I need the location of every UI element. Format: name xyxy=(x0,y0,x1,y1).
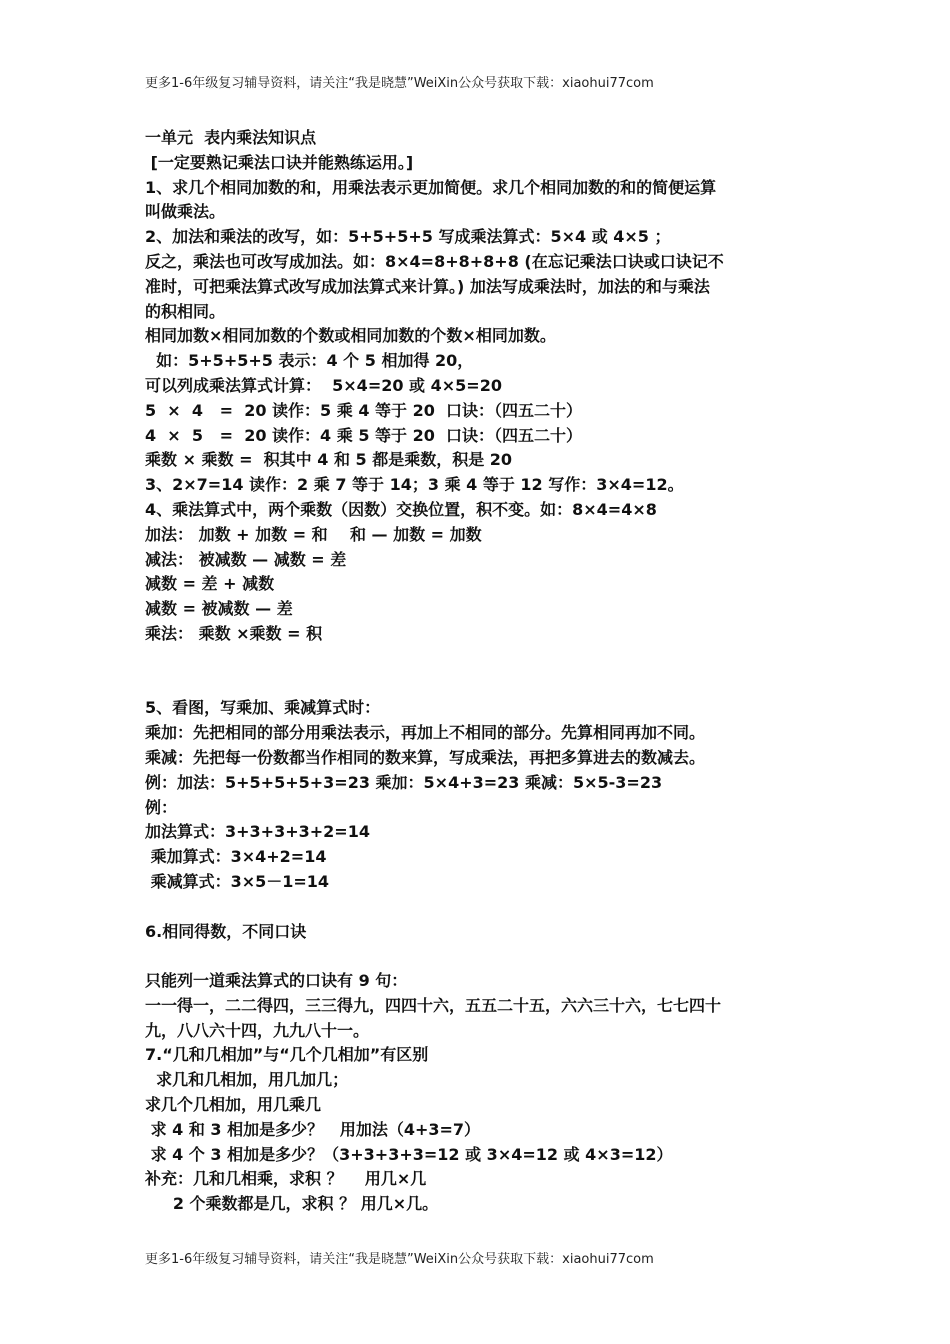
text-line: 求 4 个 3 相加是多少？（3+3+3+3=12 或 3×4=12 或 4×3=12） xyxy=(145,1144,673,1164)
text-line: 反之，乘法也可改写成加法。如：8×4=8+8+8+8 (在忘记乘法口诀或口诀记不 xyxy=(145,251,724,271)
text-line: 5 × 4 = 20 读作：5 乘 4 等于 20 口诀：（四五二十） xyxy=(145,400,583,420)
text-line: 只能列一道乘法算式的口诀有 9 句： xyxy=(145,971,408,991)
text-line: 3、2×7=14 读作：2 乘 7 等于 14；3 乘 4 等于 12 写作：3×4=12。 xyxy=(145,475,684,495)
blank-line xyxy=(145,895,815,920)
text-line: 乘数 × 乘数 = 积其中 4 和 5 都是乘数，积是 20 xyxy=(145,450,513,470)
text-line: 2 个乘数都是几，求积 ？ 用几×几。 xyxy=(145,1194,439,1214)
text-line: 乘法： 乘数 ×乘数 = 积 xyxy=(145,623,323,643)
blank-line xyxy=(145,647,815,672)
text-line: 补充：几和几相乘，求积 ？ 用几×几 xyxy=(145,1169,427,1189)
text-line: 一单元 表内乘法知识点 xyxy=(145,128,317,147)
text-line: 7.“几和几相加”与“几个几相加”有区别 xyxy=(145,1045,429,1065)
text-line: 4 × 5 = 20 读作：4 乘 5 等于 20 口诀：（四五二十） xyxy=(145,425,583,445)
text-line: 1、求几个相同加数的和，用乘法表示更加简便。求几个相同加数的和的简便运算 xyxy=(145,177,717,197)
text-line: 乘减：先把每一份数都当作相同的数来算，写成乘法，再把多算进去的数减去。 xyxy=(145,747,706,767)
text-line: 如：5+5+5+5 表示：4 个 5 相加得 20， xyxy=(145,351,474,371)
text-line: 九，八八六十四，九九八十一。 xyxy=(145,1020,370,1040)
text-line: 叫做乘法。 xyxy=(145,202,226,222)
text-line: 2、加法和乘法的改写，如：5+5+5+5 写成乘法算式：5×4 或 4×5 ； xyxy=(145,227,671,247)
text-line: 乘加算式：3×4+2=14 xyxy=(145,847,327,867)
text-line: 求几个几相加，用几乘几 xyxy=(145,1095,322,1115)
blank-line xyxy=(145,944,815,969)
text-line: 加法算式：3+3+3+3+2=14 xyxy=(145,822,370,842)
text-line: 乘加：先把相同的部分用乘法表示，再加上不相同的部分。先算相同再加不同。 xyxy=(145,723,706,743)
text-line: 可以列成乘法算式计算： 5×4=20 或 4×5=20 xyxy=(145,375,502,395)
text-line: 相同加数×相同加数的个数或相同加数的个数×相同加数。 xyxy=(145,326,556,346)
text-line: 例：加法：5+5+5+5+3=23 乘加：5×4+3=23 乘减：5×5-3=23 xyxy=(145,772,663,792)
text-line: 准时，可把乘法算式改写成加法算式来计算。) 加法写成乘法时，加法的和与乘法 xyxy=(145,276,710,296)
text-line: 减数 = 差 + 减数 xyxy=(145,574,275,594)
text-line: 减数 = 被减数 — 差 xyxy=(145,599,293,619)
text-line: [一定要熟记乘法口诀并能熟练运用。] xyxy=(145,152,414,172)
text-line: 例： xyxy=(145,797,178,817)
document-body xyxy=(145,126,815,1217)
text-line: 5、看图，写乘加、乘减算式时： xyxy=(145,698,381,718)
text-line: 4、乘法算式中，两个乘数（因数）交换位置，积不变。如：8×4=4×8 xyxy=(145,499,657,519)
page-footer: 更多1-6年级复习辅导资料，请关注“我是晓慧”WeiXin公众号获取下载：xiaohui77com xyxy=(145,1252,654,1267)
text-line: 求几和几相加，用几加几； xyxy=(145,1070,349,1090)
text-line: 减法： 被减数 — 减数 = 差 xyxy=(145,549,347,569)
text-line: 求 4 和 3 相加是多少？ 用加法（4+3=7） xyxy=(145,1119,481,1139)
blank-line xyxy=(145,672,815,697)
text-line: 乘减算式：3×5－1=14 xyxy=(145,871,330,891)
text-line: 6.相同得数，不同口诀 xyxy=(145,921,307,941)
text-line: 的积相同。 xyxy=(145,301,226,321)
page-header: 更多1-6年级复习辅导资料，请关注“我是晓慧”WeiXin公众号获取下载：xiaohui77com xyxy=(145,76,654,91)
text-line: 加法： 加数 + 加数 = 和 和 — 加数 = 加数 xyxy=(145,524,482,544)
text-line: 一一得一，二二得四，三三得九，四四十六，五五二十五，六六三十六，七七四十 xyxy=(145,995,722,1015)
